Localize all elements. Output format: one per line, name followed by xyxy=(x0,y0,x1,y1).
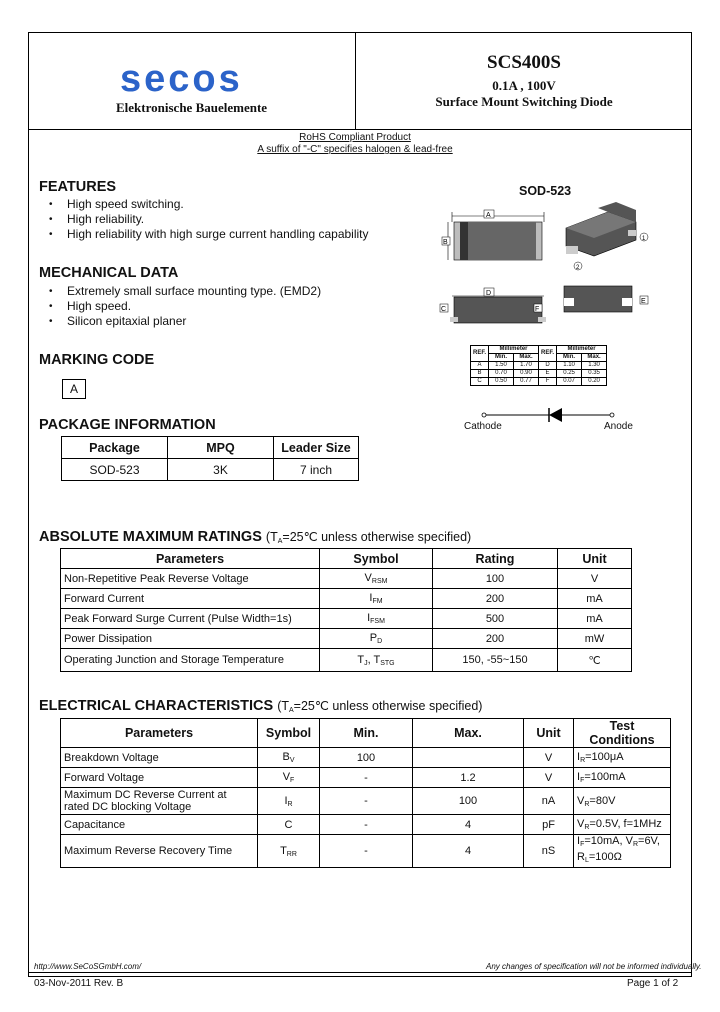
table-cell: F xyxy=(539,378,557,386)
param-cell: Non-Repetitive Peak Reverse Voltage xyxy=(61,569,320,589)
list-item: • High speed. xyxy=(39,299,321,314)
test-cell xyxy=(574,768,671,788)
min-cell: - xyxy=(320,815,413,835)
header-cell: Millimeter xyxy=(557,346,607,354)
symbol-cell xyxy=(320,649,433,672)
dim-label-f: F xyxy=(535,306,540,313)
header-cell: REF. xyxy=(471,346,489,362)
symbol: V xyxy=(282,771,291,783)
header-cell: Unit xyxy=(524,719,574,748)
footer-page: Page 1 of 2 xyxy=(627,978,679,989)
cond-post: =25℃ unless otherwise specified) xyxy=(282,530,472,544)
test-sub: R xyxy=(584,824,590,831)
rating-cell: 200 xyxy=(433,589,558,609)
anode-label: Anode xyxy=(604,421,633,432)
list-item: • High reliability with high surge current handling capability xyxy=(39,227,369,242)
test-cell xyxy=(574,835,671,868)
symbol: P xyxy=(369,632,378,644)
rating-cell: 150, -55~150 xyxy=(433,649,558,672)
header-cell: Min. xyxy=(557,354,582,362)
max-cell xyxy=(413,748,524,768)
max-cell: 1.2 xyxy=(413,768,524,788)
test-sub: F xyxy=(580,777,585,784)
table-cell: E xyxy=(539,370,557,378)
test-sub: R xyxy=(584,800,590,808)
table-cell: B xyxy=(471,370,489,378)
test-value: =10mA, V xyxy=(584,835,633,847)
table-row xyxy=(61,589,632,609)
company-subtitle: Elektronische Bauelemente xyxy=(116,100,268,115)
test-cell xyxy=(574,788,671,815)
min-cell: - xyxy=(320,835,413,868)
mechanical-list xyxy=(39,284,321,329)
test-cell xyxy=(574,815,671,835)
table-row xyxy=(61,815,671,835)
list-item: • High reliability. xyxy=(39,212,369,227)
abs-max-heading xyxy=(39,529,471,545)
test-value: =6V, xyxy=(638,835,660,847)
symbol: I xyxy=(284,794,288,807)
test-sub: R xyxy=(632,841,639,848)
max-cell: 4 xyxy=(413,835,524,868)
header-cell: Unit xyxy=(558,549,632,569)
header-cell: Min. xyxy=(320,719,413,748)
test-sym: I xyxy=(577,835,581,847)
dim-label-e: E xyxy=(641,298,646,305)
header-cell: Parameters xyxy=(61,719,258,748)
table-cell: 0.77 xyxy=(514,378,539,386)
abs-max-condition xyxy=(266,530,471,544)
symbol-sub: F xyxy=(290,777,295,784)
header-cell: Package xyxy=(62,437,168,459)
symbol-sub: FSM xyxy=(370,618,385,625)
param-cell: Forward Voltage xyxy=(61,768,258,788)
cond-pre: (T xyxy=(277,699,289,713)
table-row xyxy=(61,748,671,768)
table-header-row xyxy=(62,437,359,459)
part-rating: 0.1A , 100V xyxy=(492,78,556,93)
symbol-cell xyxy=(320,569,433,589)
test-sym: V xyxy=(577,818,585,830)
table-cell: 0.50 xyxy=(489,378,514,386)
rating-cell: 500 xyxy=(433,609,558,629)
symbol-sub: D xyxy=(377,638,383,645)
table-row xyxy=(61,835,671,868)
unit-cell: nS xyxy=(524,835,574,868)
table-cell: 0.07 xyxy=(557,378,582,386)
param-cell: Breakdown Voltage xyxy=(61,748,258,768)
marking-code-box xyxy=(62,379,86,399)
list-item: • High speed switching. xyxy=(39,197,369,212)
test-sub: R xyxy=(580,757,586,764)
symbol-cell xyxy=(320,629,433,649)
test-value: =100Ω xyxy=(588,851,622,863)
cond-post: =25℃ unless otherwise specified) xyxy=(293,699,483,713)
isometric-view xyxy=(566,202,648,271)
param-cell: Maximum Reverse Recovery Time xyxy=(61,835,258,868)
unit-cell: ℃ xyxy=(558,649,632,672)
table-row xyxy=(61,788,671,815)
header-cell: Max. xyxy=(413,719,524,748)
test-sym: V xyxy=(577,794,585,807)
marking-heading: MARKING CODE xyxy=(39,352,155,368)
table-row xyxy=(61,629,632,649)
table-cell: C xyxy=(471,378,489,386)
param-cell: Maximum DC Reverse Current at rated DC blocking Voltage xyxy=(61,788,258,815)
min-cell: 100 xyxy=(320,748,413,768)
symbol-cell xyxy=(320,589,433,609)
symbol: , T xyxy=(367,653,381,666)
symbol-sub: STG xyxy=(380,659,395,667)
table-row xyxy=(471,378,607,386)
test-value: =100mA xyxy=(584,771,626,783)
header-cell: Parameters xyxy=(61,549,320,569)
cathode-label: Cathode xyxy=(464,421,502,432)
unit-cell: mA xyxy=(558,589,632,609)
table-cell: 3K xyxy=(168,459,274,481)
rating-cell: 200 xyxy=(433,629,558,649)
symbol-sub: RR xyxy=(286,850,297,858)
table-row xyxy=(61,569,632,589)
table-row xyxy=(471,362,607,370)
min-cell: - xyxy=(320,768,413,788)
header-cell: REF. xyxy=(539,346,557,362)
company-logo: secos xyxy=(120,58,243,100)
table-cell: 0.20 xyxy=(582,378,607,386)
table-row xyxy=(471,370,607,378)
side-view xyxy=(440,288,546,323)
table-row xyxy=(61,649,632,672)
elec-title: ELECTRICAL CHARACTERISTICS xyxy=(39,698,274,714)
unit-cell: V xyxy=(524,768,574,788)
package-drawing xyxy=(438,200,658,335)
dim-label-c: C xyxy=(441,306,447,313)
dimension-table xyxy=(470,345,607,386)
footer-url: http://www.SeCoSGmbH.com/ xyxy=(34,962,142,971)
pin2-label: 2 xyxy=(576,265,580,271)
features-heading: FEATURES xyxy=(39,179,117,195)
table-row xyxy=(61,768,671,788)
elec-heading xyxy=(39,698,482,714)
symbol-sub: FM xyxy=(372,598,383,605)
header-cell: Leader Size xyxy=(274,437,359,459)
symbol: V xyxy=(364,572,372,584)
footer-date: 03-Nov-2011 Rev. B xyxy=(34,978,124,989)
table-cell: 1.50 xyxy=(489,362,514,370)
symbol: B xyxy=(282,751,290,763)
table-cell: 0.35 xyxy=(582,370,607,378)
table-header-row xyxy=(61,719,671,748)
header-cell: Symbol xyxy=(258,719,320,748)
unit-cell: V xyxy=(558,569,632,589)
elec-table xyxy=(60,718,671,868)
test-cell xyxy=(574,748,671,768)
header-cell: Symbol xyxy=(320,549,433,569)
table-cell: 0.90 xyxy=(514,370,539,378)
symbol: T xyxy=(357,653,365,666)
table-cell: 1.30 xyxy=(582,362,607,370)
end-view xyxy=(564,286,648,312)
table-header-row xyxy=(61,549,632,569)
package-drawing-title: SOD-523 xyxy=(519,184,572,198)
test-value: =0.5V, f=1MHz xyxy=(589,818,662,830)
table-cell: 0.25 xyxy=(557,370,582,378)
symbol-sub: R xyxy=(287,800,293,808)
unit-cell: mA xyxy=(558,609,632,629)
abs-max-title: ABSOLUTE MAXIMUM RATINGS xyxy=(39,529,262,545)
header-cell: Max. xyxy=(514,354,539,362)
list-item: • Extremely small surface mounting type. (EMD2) xyxy=(39,284,321,299)
cond-sub: A xyxy=(277,538,283,545)
symbol-cell xyxy=(258,768,320,788)
table-cell: 7 inch xyxy=(274,459,359,481)
table-row xyxy=(62,459,359,481)
test-value: =100μA xyxy=(585,751,624,763)
min-cell: - xyxy=(320,788,413,815)
header-cell: Millimeter xyxy=(489,346,539,354)
elec-condition xyxy=(277,699,482,713)
test-sym: I xyxy=(577,751,581,763)
marking-code: A xyxy=(69,382,78,396)
pin1-label: 1 xyxy=(642,236,646,242)
symbol-cell xyxy=(258,748,320,768)
test-sub: F xyxy=(580,841,585,848)
unit-cell: pF xyxy=(524,815,574,835)
header-cell: Rating xyxy=(433,549,558,569)
table-cell: 0.70 xyxy=(489,370,514,378)
test-sym: R xyxy=(577,851,585,863)
dim-label-d: D xyxy=(486,290,492,297)
features-list xyxy=(39,197,369,242)
header-cell: Max. xyxy=(582,354,607,362)
unit-cell: mW xyxy=(558,629,632,649)
rohs-note: RoHS Compliant Product xyxy=(299,132,411,143)
table-cell: 1.10 xyxy=(557,362,582,370)
part-description: Surface Mount Switching Diode xyxy=(435,94,613,109)
test-value: =80V xyxy=(589,794,616,807)
test-sub: L xyxy=(584,857,589,864)
symbol-cell xyxy=(320,609,433,629)
part-number: SCS400S xyxy=(487,52,561,73)
table-cell: 1.70 xyxy=(514,362,539,370)
header-cell: Test Conditions xyxy=(574,719,671,748)
abs-max-table xyxy=(60,548,632,672)
symbol-cell xyxy=(258,835,320,868)
cond-pre: (T xyxy=(265,530,278,544)
test-sym: I xyxy=(577,771,581,783)
param-cell: Peak Forward Surge Current (Pulse Width=1s) xyxy=(61,609,320,629)
dim-label-b: B xyxy=(443,239,448,246)
symbol: C xyxy=(284,818,293,831)
table-cell: A xyxy=(471,362,489,370)
symbol-sub: V xyxy=(289,757,295,764)
symbol-sub: J xyxy=(364,659,368,667)
table-row xyxy=(61,609,632,629)
table-cell: D xyxy=(539,362,557,370)
max-cell: 4 xyxy=(413,815,524,835)
header-bottom-line xyxy=(28,129,692,130)
symbol: T xyxy=(280,844,287,857)
param-cell: Operating Junction and Storage Temperature xyxy=(61,649,320,672)
max-cell: 100 xyxy=(413,788,524,815)
package-heading: PACKAGE INFORMATION xyxy=(39,417,216,433)
package-table xyxy=(61,436,359,481)
cond-sub: A xyxy=(289,707,294,714)
symbol: I xyxy=(369,592,373,604)
footer-notice: Any changes of specification will not be informed individually. xyxy=(486,962,702,971)
halogen-note: A suffix of "-C" specifies halogen & lead-free xyxy=(257,144,453,155)
unit-cell: nA xyxy=(524,788,574,815)
symbol: I xyxy=(367,612,371,624)
symbol-cell xyxy=(258,815,320,835)
table-header-row xyxy=(471,346,607,354)
unit-cell: V xyxy=(524,748,574,768)
param-cell: Forward Current xyxy=(61,589,320,609)
mechanical-heading: MECHANICAL DATA xyxy=(39,265,179,281)
list-item: • Silicon epitaxial planer xyxy=(39,314,321,329)
symbol-cell xyxy=(258,788,320,815)
header-cell: Min. xyxy=(489,354,514,362)
symbol-sub: RSM xyxy=(371,578,388,585)
param-cell: Power Dissipation xyxy=(61,629,320,649)
dim-label-a: A xyxy=(486,212,491,219)
top-view xyxy=(442,210,544,260)
param-cell: Capacitance xyxy=(61,815,258,835)
header-cell: MPQ xyxy=(168,437,274,459)
rating-cell: 100 xyxy=(433,569,558,589)
table-cell: SOD-523 xyxy=(62,459,168,481)
footer-line xyxy=(28,972,692,973)
